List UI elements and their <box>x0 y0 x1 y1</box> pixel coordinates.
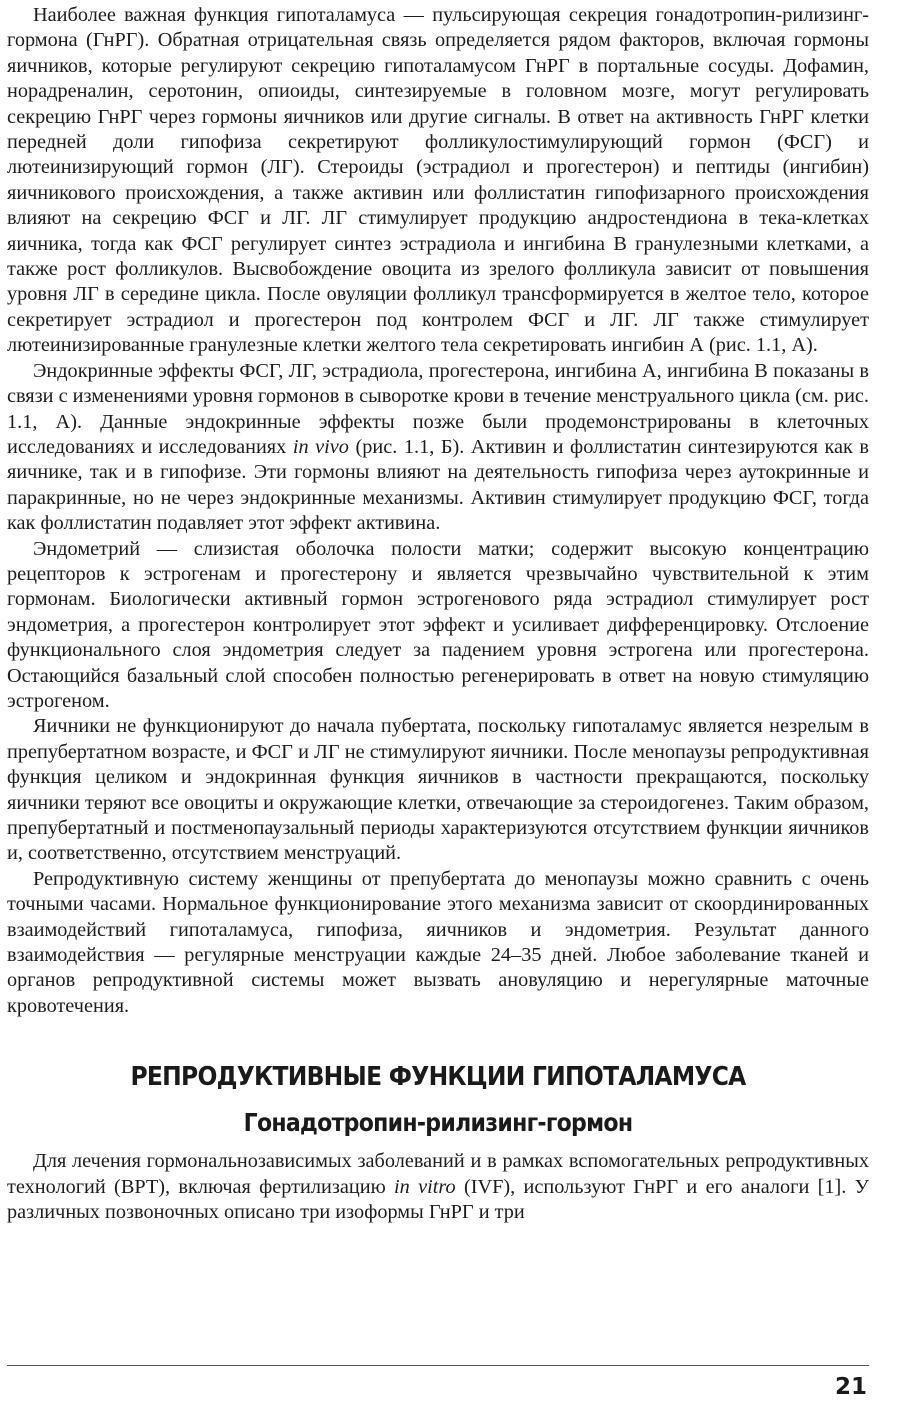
paragraph <box>7 359 869 537</box>
footer-rule <box>7 1365 869 1366</box>
section-title: РЕПРОДУКТИВНЫЕ ФУНКЦИИ ГИПОТАЛАМУСА <box>130 1062 746 1093</box>
paragraph-text: (рис. 1.1, Б). Активин и фоллистатин синтезируются как в яичнике, так и в гипофизе. Эти гормоны влияют на деятельность гипофиза через аутокринные и паракринные, но не через эндокринные механизмы. Активин стимулирует продукцию ФСГ, тогда как фоллистатин подавляет этот эффект активина. <box>7 435 869 535</box>
paragraph-text: Эндокринные эффекты ФСГ, ЛГ, эстрадиола, прогестерона, ингибина А, ингибина В показаны в связи с изменениями уровня гормонов в сыворотке крови в течение менструального цикла (см. рис. 1.1, А). Данные эндокринные эффекты позже были продемонстрированы в клеточных исследованиях и исследованиях <box>7 359 869 458</box>
page-number: 21 <box>834 1374 867 1400</box>
paragraph <box>7 714 869 866</box>
paragraph-text: Наиболее важная функция гипоталамуса — пульсирующая секреция гонадотропин-рилизинг-гормона (ГнРГ). Обратная отрицательная связь определяется рядом факторов, включая гормоны яичников, которые регулируют секрецию гипоталамусом ГнРГ в портальные сосуды. Дофамин, норадреналин, серотонин, опиоиды, синтезируемые в головном мозге, могут регулировать секрецию ГнРГ через гормоны яичников или другие сигналы. В ответ на активность ГнРГ клетки передней доли гипофиза секретируют фолликулостимулирующий гормон (ФСГ) и лютеинизирующий гормон (ЛГ). Стероиды (эстрадиол и прогестерон) и пептиды (ингибин) яичникового происхождения, а также активин или фоллистатин гипофизарного происхождения влияют на секрецию ФСГ и ЛГ. ЛГ стимулирует продукцию андростендиона в тека-клетках яичника, тогда как ФСГ регулирует синтез эстрадиола и ингибина В гранулезными клетками, а также рост фолликулов. Высвобождение овоцита из зрелого фолликула зависит от повышения уровня ЛГ в середине цикла. После овуляции фолликул трансформируется в желтое тело, которое секретирует эстрадиол и прогестерон под контролем ФСГ и ЛГ. ЛГ также стимулирует лютеинизированные гранулезные клетки желтого тела секретировать ингибин А (рис. 1.1, А). <box>7 4 869 357</box>
paragraph <box>7 867 869 1019</box>
page-content <box>7 0 869 1225</box>
paragraph-text: Эндометрий — слизистая оболочка полости матки; содержит высокую концентрацию рецепторов к эстрогенам и прогестерону и является чрезвычайно чувствительной к этим гормонам. Биологически активный гормон эстрогенового ряда эстрадиол стимулирует рост эндометрия, а прогестерон контролирует этот эффект и усиливает дифференцировку. Отслоение функционального слоя эндометрия следует за падением уровня эстрогена или прогестерона. Остающийся базальный слой способен полностью регенерировать в ответ на новую стимуляцию эстрогеном. <box>7 537 869 712</box>
latin-term: in vivo <box>292 435 349 458</box>
paragraph <box>7 537 869 715</box>
paragraph-text: (IVF), используют ГнРГ и его аналоги [1]. У различных позвоночных описано три изоформы ГнРГ и три <box>7 1175 869 1224</box>
subsection-title: Гонадотропин-рилизинг-гормон <box>243 1108 633 1138</box>
paragraph <box>7 3 869 359</box>
paragraph-text: Репродуктивную систему женщины от препубертата до менопаузы можно сравнить с очень точными часами. Нормальное функционирование этого механизма зависит от скоординированных взаимодействий гипоталамуса, гипофиза, яичников и эндометрия. Результат данного взаимодействия — регулярные менструации каждые 24–35 дней. Любое заболевание тканей и органов репродуктивной системы может вызвать ановуляцию и нерегулярные маточные кровотечения. <box>7 867 869 1017</box>
latin-term: in vitro <box>394 1175 456 1198</box>
paragraph <box>7 1149 869 1225</box>
paragraph-text: Яичники не функционируют до начала пубертата, поскольку гипоталамус является незрелым в препубертатном возрасте, и ФСГ и ЛГ не стимулируют яичники. После менопаузы репродуктивная функция целиком и эндокринная функция яичников в частности прекращаются, поскольку яичники теряют все овоциты и окружающие клетки, отвечающие за стероидогенез. Таким образом, препубертатный и постменопаузальный периоды характеризуются отсутствием функции яичников и, соответственно, отсутствием менструаций. <box>7 715 869 865</box>
paragraph-text: Для лечения гормональнозависимых заболеваний и в рамках вспомогательных репродуктивных технологий (ВРТ), включая фертилизацию <box>7 1150 869 1198</box>
